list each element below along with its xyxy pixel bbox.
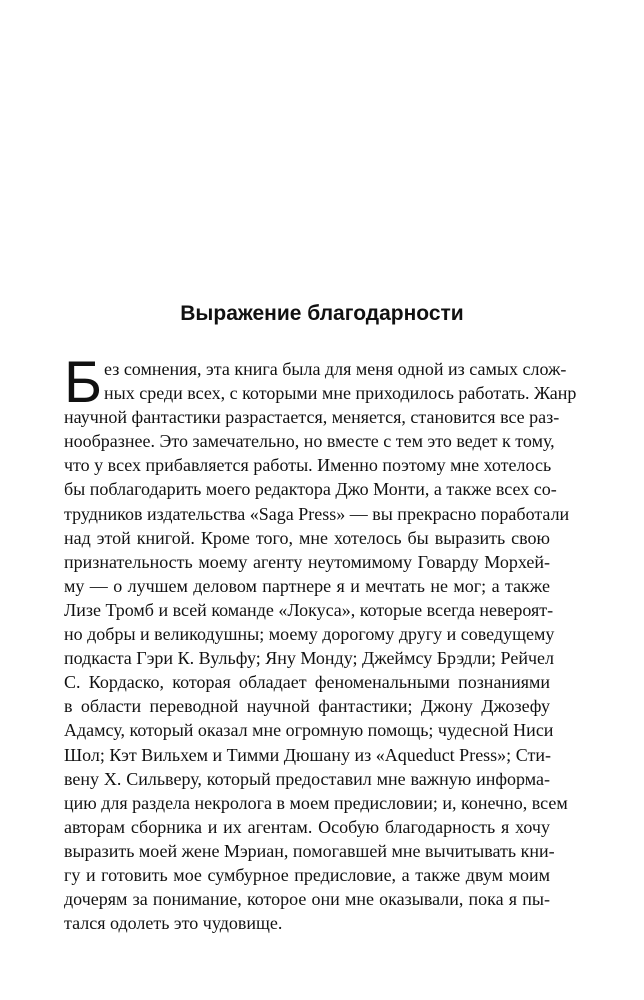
text-line: но добры и великодушны; моему дорогому другу и соведущему xyxy=(64,624,555,645)
text-line: трудников издательства «Saga Press» — вы прекрасно поработали xyxy=(64,503,570,524)
text-line: над этой книгой. Кроме того, мне хотелось бы выразить свою xyxy=(64,527,550,548)
text-line: С. Кордаско, которая обладает феноменальными познаниями xyxy=(64,672,550,693)
text-line: гу и готовить мое сумбурное предисловие, а также двум моим xyxy=(64,864,550,885)
text-line: цию для раздела некролога в моем предисловии; и, конечно, всем xyxy=(64,792,568,813)
text-line: авторам сборника и их агентам. Особую благодарность я хочу xyxy=(64,816,550,837)
text-line: Лизе Тромб и всей команде «Локуса», которые всегда невероят- xyxy=(64,599,554,620)
drop-cap-letter: Б xyxy=(64,350,103,415)
text-line: выразить моей жене Мэриан, помогавшей мне вычитывать кни- xyxy=(64,840,555,861)
page-title: Выражение благодарности xyxy=(180,302,464,325)
text-line: му — о лучшем деловом партнере я и мечтать не мог; а также xyxy=(64,575,550,596)
text-line: Адамсу, который оказал мне огромную помощь; чудесной Ниси xyxy=(64,720,554,741)
text-line: дочерям за понимание, которое они мне оказывали, пока я пы- xyxy=(64,889,550,910)
text-line: нообразнее. Это замечательно, но вместе с тем это ведет к тому, xyxy=(64,431,555,452)
text-line: ных среди всех, с которыми мне приходилось работать. Жанр xyxy=(104,383,577,404)
text-line: научной фантастики разрастается, меняется, становится все раз- xyxy=(64,407,560,428)
text-line: что у всех прибавляется работы. Именно поэтому мне хотелось xyxy=(64,455,552,476)
text-line: подкаста Гэри К. Вульфу; Яну Монду; Джеймсу Брэдли; Рейчел xyxy=(64,648,554,669)
text-line: вену Х. Сильверу, который предоставил мне важную информа- xyxy=(64,768,550,789)
text-line: признательность моему агенту неутомимому Говарду Морхей- xyxy=(64,551,550,572)
text-line: тался одолеть это чудовище. xyxy=(64,913,283,934)
text-line: бы поблагодарить моего редактора Джо Монти, а также всех со- xyxy=(64,479,557,500)
text-line: в области переводной научной фантастики; Джону Джозефу xyxy=(64,696,550,717)
text-line: ез сомнения, эта книга была для меня одной из самых слож- xyxy=(104,359,567,379)
acknowledgements-text xyxy=(64,350,577,935)
text-line: Шол; Кэт Вильхем и Тимми Дюшану из «Aqueduct Press»; Сти- xyxy=(64,744,551,765)
